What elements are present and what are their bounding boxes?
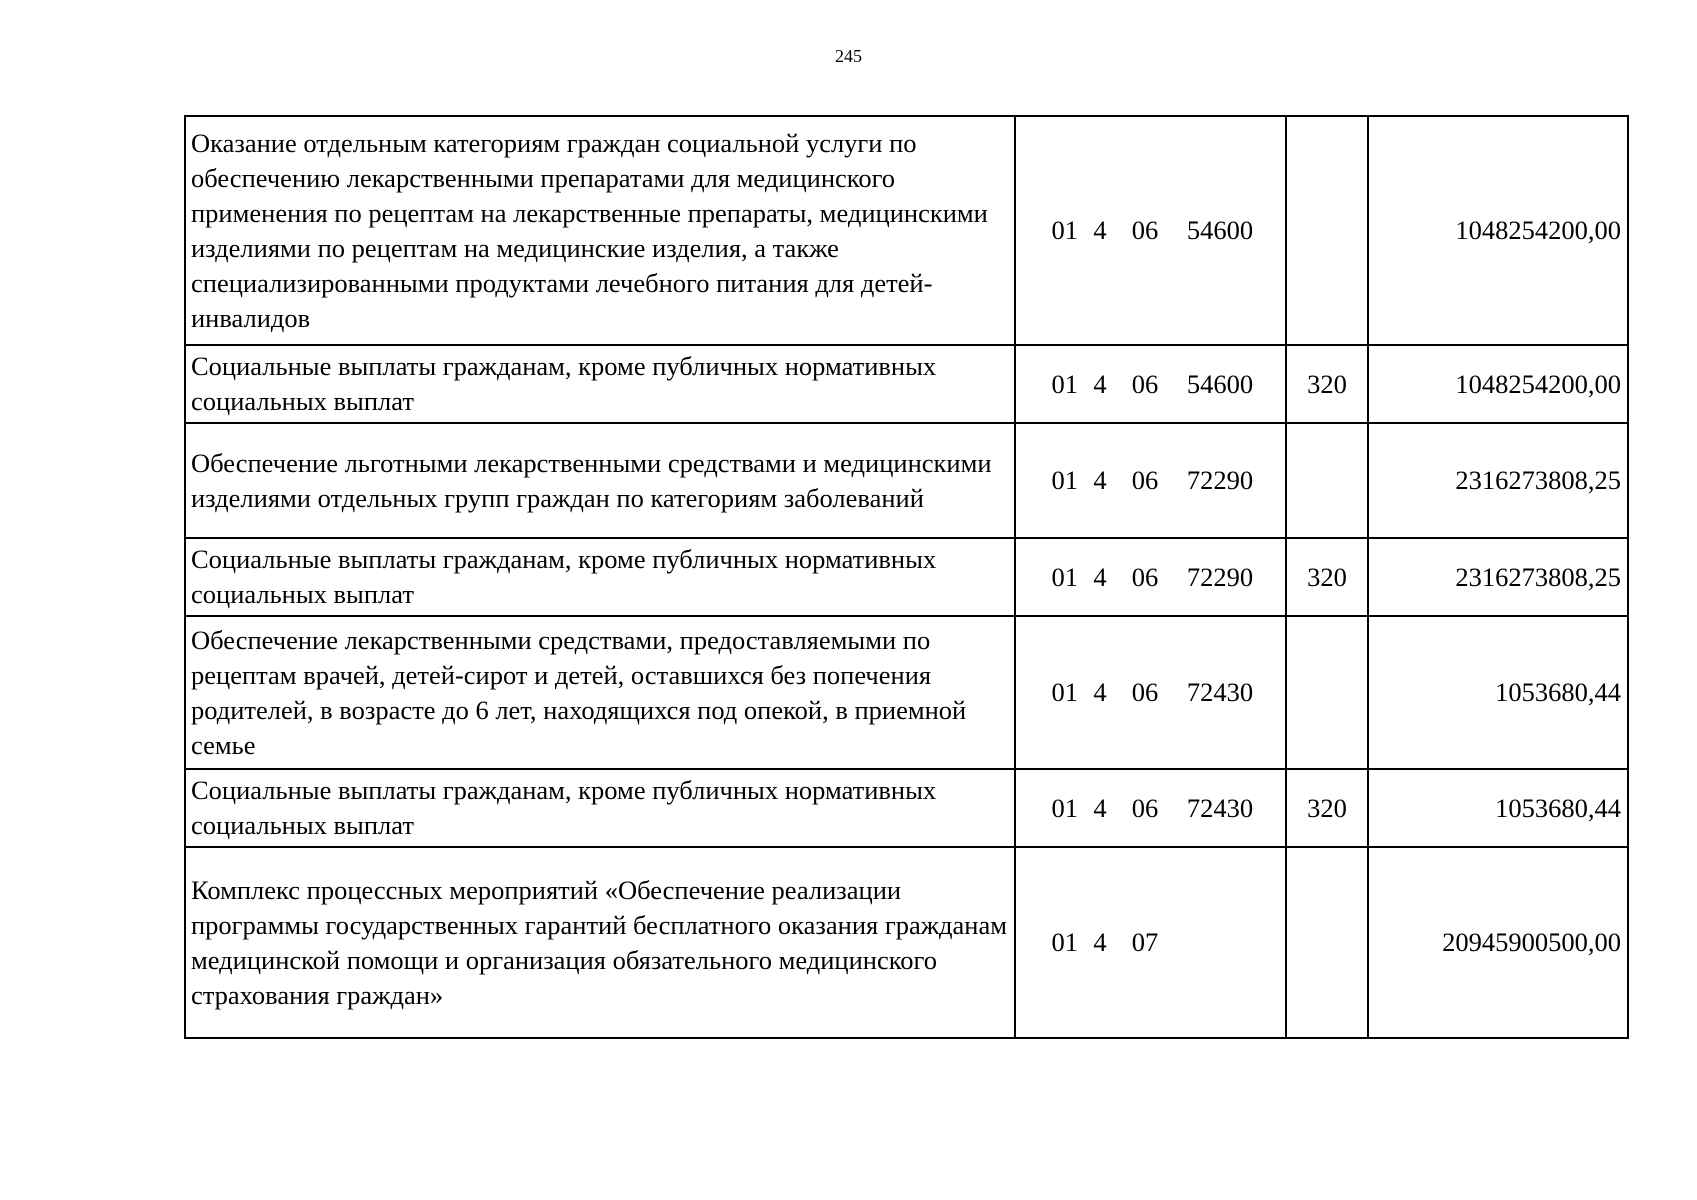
structure-type-code: 4 bbox=[1093, 215, 1107, 245]
structure-type-code: 4 bbox=[1093, 792, 1107, 823]
amount: 2316273808,25 bbox=[1368, 423, 1628, 538]
amount: 20945900500,00 bbox=[1368, 847, 1628, 1038]
direction-code: 54600 bbox=[1186, 215, 1254, 245]
table-row bbox=[185, 769, 1628, 847]
program-code: 01 bbox=[1051, 215, 1078, 245]
row-name: Социальные выплаты гражданам, кроме публичных нормативных социальных выплат bbox=[185, 769, 1015, 847]
subprogram-code: 06 bbox=[1131, 215, 1159, 245]
program-code: 01 bbox=[1051, 561, 1078, 592]
table-row bbox=[185, 538, 1628, 616]
program-code: 01 bbox=[1051, 465, 1078, 495]
budget-table bbox=[184, 115, 1629, 1039]
target-article-code bbox=[1015, 345, 1286, 423]
table-row bbox=[185, 423, 1628, 538]
subprogram-code: 06 bbox=[1131, 561, 1159, 592]
amount: 1048254200,00 bbox=[1368, 345, 1628, 423]
subprogram-code: 06 bbox=[1131, 368, 1159, 399]
amount: 1053680,44 bbox=[1368, 616, 1628, 769]
subprogram-code: 06 bbox=[1131, 465, 1159, 495]
row-name: Обеспечение лекарственными средствами, предоставляемыми по рецептам врачей, детей-сирот и детей, оставшихся без попечения родителей, в возрасте до 6 лет, находящихся под опекой, в приемной семье bbox=[185, 616, 1015, 769]
expense-type-code: 320 bbox=[1286, 345, 1368, 423]
direction-code: 72290 bbox=[1186, 561, 1254, 592]
amount: 2316273808,25 bbox=[1368, 538, 1628, 616]
table-row bbox=[185, 616, 1628, 769]
expense-type-code bbox=[1286, 616, 1368, 769]
program-code: 01 bbox=[1051, 927, 1078, 957]
program-code: 01 bbox=[1051, 677, 1078, 707]
target-article-code bbox=[1015, 616, 1286, 769]
program-code: 01 bbox=[1051, 368, 1078, 399]
direction-code: 72430 bbox=[1186, 792, 1254, 823]
target-article-code bbox=[1015, 423, 1286, 538]
target-article-code bbox=[1015, 538, 1286, 616]
amount: 1048254200,00 bbox=[1368, 116, 1628, 345]
structure-type-code: 4 bbox=[1093, 465, 1107, 495]
table-row bbox=[185, 345, 1628, 423]
table-row bbox=[185, 847, 1628, 1038]
subprogram-code: 07 bbox=[1131, 927, 1159, 957]
page-number: 245 bbox=[835, 46, 862, 66]
row-name: Социальные выплаты гражданам, кроме публичных нормативных социальных выплат bbox=[185, 538, 1015, 616]
direction-code: 54600 bbox=[1186, 368, 1254, 399]
target-article-code bbox=[1015, 769, 1286, 847]
row-name: Комплекс процессных мероприятий «Обеспечение реализации программы государственных гарантий бесплатного оказания гражданам медицинской помощи и организация обязательного медицинского страхования граждан» bbox=[185, 847, 1015, 1038]
expense-type-code bbox=[1286, 116, 1368, 345]
structure-type-code: 4 bbox=[1093, 927, 1107, 957]
structure-type-code: 4 bbox=[1093, 368, 1107, 399]
expense-type-code bbox=[1286, 423, 1368, 538]
expense-type-code: 320 bbox=[1286, 769, 1368, 847]
direction-code: 72290 bbox=[1186, 465, 1254, 495]
target-article-code bbox=[1015, 847, 1286, 1038]
program-code: 01 bbox=[1051, 792, 1078, 823]
subprogram-code: 06 bbox=[1131, 792, 1159, 823]
target-article-code bbox=[1015, 116, 1286, 345]
structure-type-code: 4 bbox=[1093, 677, 1107, 707]
amount: 1053680,44 bbox=[1368, 769, 1628, 847]
structure-type-code: 4 bbox=[1093, 561, 1107, 592]
subprogram-code: 06 bbox=[1131, 677, 1159, 707]
row-name: Социальные выплаты гражданам, кроме публичных нормативных социальных выплат bbox=[185, 345, 1015, 423]
expense-type-code bbox=[1286, 847, 1368, 1038]
row-name: Обеспечение льготными лекарственными средствами и медицинскими изделиями отдельных групп граждан по категориям заболеваний bbox=[185, 423, 1015, 538]
row-name: Оказание отдельным категориям граждан социальной услуги по обеспечению лекарственными препаратами для медицинского применения по рецептам на лекарственные препараты, медицинскими изделиями по рецептам на медицинские изделия, а также специализированными продуктами лечебного питания для детей-инвалидов bbox=[185, 116, 1015, 345]
expense-type-code: 320 bbox=[1286, 538, 1368, 616]
direction-code: 72430 bbox=[1186, 677, 1254, 707]
table-row bbox=[185, 116, 1628, 345]
